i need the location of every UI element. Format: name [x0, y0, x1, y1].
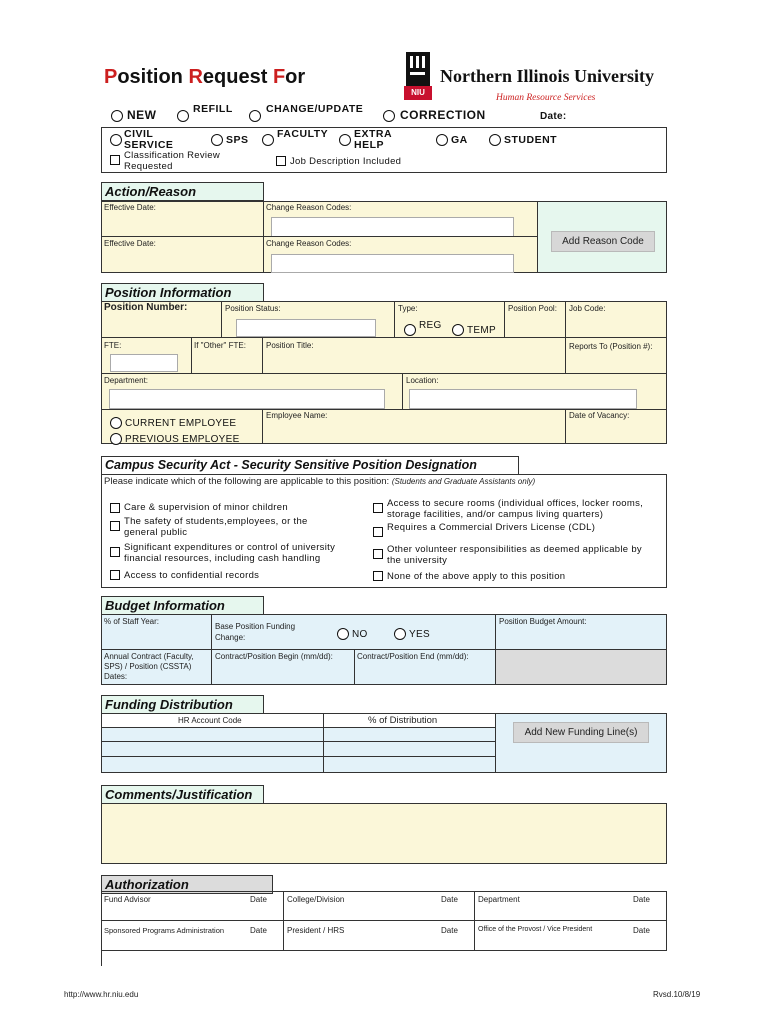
- provost-label: Office of the Provost / Vice President: [478, 926, 593, 933]
- president-date-label: Date: [441, 926, 458, 935]
- yes-radio[interactable]: [394, 628, 406, 640]
- volunteer-checkbox[interactable]: [373, 549, 383, 559]
- budget-header: Budget Information: [101, 596, 264, 615]
- seal-text: NIU: [411, 88, 425, 97]
- contract-end-label: Contract/Position End (mm/dd):: [357, 652, 469, 661]
- authorization-header: Authorization: [101, 875, 273, 894]
- location-input[interactable]: [409, 389, 637, 409]
- comments-header: Comments/Justification: [101, 785, 264, 804]
- cdl-label: Requires a Commercial Drivers License (CDL): [387, 522, 596, 533]
- footer-url[interactable]: http://www.hr.niu.edu: [64, 990, 139, 999]
- fte-input[interactable]: [110, 354, 178, 372]
- previous-employee-label: PREVIOUS EMPLOYEE: [125, 434, 240, 445]
- refill-label: REFILL: [193, 103, 233, 115]
- change-update-label: CHANGE/UPDATE: [266, 103, 364, 115]
- add-reason-code-button[interactable]: Add Reason Code: [551, 231, 655, 252]
- secure-rooms-checkbox[interactable]: [373, 503, 383, 513]
- student-radio[interactable]: [489, 134, 501, 146]
- niu-logo: [404, 52, 432, 102]
- fund-advisor-date-label: Date: [250, 895, 267, 904]
- change-reason-input-1[interactable]: [271, 217, 514, 237]
- ga-radio[interactable]: [436, 134, 448, 146]
- spa-date-label: Date: [250, 926, 267, 935]
- security-header: Campus Security Act - Security Sensitive Position Designation: [101, 456, 519, 475]
- classification-checkbox[interactable]: [110, 155, 120, 165]
- expenditures-checkbox[interactable]: [110, 547, 120, 557]
- position-status-label: Position Status:: [225, 304, 281, 313]
- base-funding-label: Base Position Funding Change:: [215, 622, 296, 642]
- reports-to-label: Reports To (Position #):: [569, 342, 653, 351]
- change-update-radio[interactable]: [249, 110, 261, 122]
- current-employee-radio[interactable]: [110, 417, 122, 429]
- faculty-radio[interactable]: [262, 134, 274, 146]
- funding-row-1[interactable]: [102, 728, 495, 742]
- position-info-header: Position Information: [101, 283, 264, 302]
- volunteer-label: Other volunteer responsibilities as deemed applicable by the university: [387, 544, 642, 566]
- auth-col-divider-1: [283, 891, 284, 951]
- footer-revision: Rvsd.10/8/19: [653, 990, 701, 999]
- job-description-checkbox[interactable]: [276, 156, 286, 166]
- department-label: Department:: [104, 376, 149, 385]
- date-of-vacancy-label: Date of Vacancy:: [569, 411, 630, 420]
- confidential-records-checkbox[interactable]: [110, 570, 120, 580]
- safety-checkbox[interactable]: [110, 521, 120, 531]
- contract-begin-label: Contract/Position Begin (mm/dd):: [215, 652, 333, 661]
- sps-label: SPS: [226, 134, 249, 146]
- cdl-checkbox[interactable]: [373, 527, 383, 537]
- provost-date-label: Date: [633, 926, 650, 935]
- reg-radio[interactable]: [404, 324, 416, 336]
- title-initial-f: F: [272, 66, 286, 88]
- pct-distribution-header: % of Distribution: [368, 715, 438, 726]
- position-status-input[interactable]: [236, 319, 376, 337]
- secure-rooms-label: Access to secure rooms (individual offices, locker rooms, storage facilities, and/or campus living quarters): [387, 498, 644, 520]
- job-description-label: Job Description Included: [290, 156, 402, 167]
- job-code-label: Job Code:: [569, 304, 606, 313]
- expenditures-label: Significant expenditures or control of university financial resources, including cash handling: [124, 542, 336, 564]
- auth-col-divider-2: [474, 891, 475, 951]
- correction-label: CORRECTION: [400, 108, 486, 122]
- fund-advisor-label: Fund Advisor: [104, 895, 151, 904]
- previous-employee-radio[interactable]: [110, 433, 122, 445]
- auth-row-divider: [101, 920, 667, 921]
- change-reason-label-1: Change Reason Codes:: [266, 203, 352, 212]
- extra-help-radio[interactable]: [339, 134, 351, 146]
- employee-name-label: Employee Name:: [266, 411, 328, 420]
- position-title-label: Position Title:: [266, 341, 314, 350]
- extra-help-label: EXTRA HELP: [354, 128, 392, 151]
- none-apply-checkbox[interactable]: [373, 571, 383, 581]
- student-label: STUDENT: [504, 134, 558, 146]
- auth-left-rule: [101, 951, 102, 966]
- effective-date-label-1: Effective Date:: [104, 203, 156, 212]
- annual-contract-label: Annual Contract (Faculty, SPS) / Position (CSSTA) Dates:: [104, 652, 194, 681]
- position-number-label: Position Number:: [104, 302, 188, 313]
- reg-label: REG: [419, 320, 442, 331]
- add-funding-line-button[interactable]: Add New Funding Line(s): [513, 722, 649, 743]
- budget-amount-label: Position Budget Amount:: [499, 617, 587, 626]
- form-title: [104, 66, 305, 89]
- safety-label: The safety of students,employees, or the general public: [124, 516, 308, 538]
- temp-label: TEMP: [467, 325, 496, 336]
- position-pool-label: Position Pool:: [508, 304, 557, 313]
- ga-label: GA: [451, 134, 468, 146]
- civil-service-label: CIVIL SERVICE: [124, 128, 174, 151]
- hr-services: Human Resource Services: [496, 93, 596, 103]
- action-reason-header: Action/Reason: [101, 182, 264, 201]
- current-employee-label: CURRENT EMPLOYEE: [125, 418, 237, 429]
- department-input[interactable]: [109, 389, 385, 409]
- title-part-3: or: [285, 66, 306, 88]
- civil-service-radio[interactable]: [110, 134, 122, 146]
- faculty-label: FACULTY: [277, 128, 329, 140]
- staff-year-label: % of Staff Year:: [104, 617, 160, 626]
- location-label: Location:: [406, 376, 439, 385]
- security-intro-note: (Students and Graduate Assistants only): [391, 477, 536, 486]
- title-initial-p: P: [104, 66, 118, 88]
- college-date-label: Date: [441, 895, 458, 904]
- comments-textarea[interactable]: [101, 803, 667, 864]
- minor-children-label: Care & supervision of minor children: [124, 502, 288, 513]
- classification-label: Classification Review Requested: [124, 150, 221, 172]
- college-division-label: College/Division: [287, 895, 345, 904]
- effective-date-label-2: Effective Date:: [104, 239, 156, 248]
- change-reason-label-2: Change Reason Codes:: [266, 239, 352, 248]
- refill-radio[interactable]: [177, 110, 189, 122]
- security-intro: [104, 476, 535, 487]
- president-hrs-label: President / HRS: [287, 926, 345, 935]
- minor-children-checkbox[interactable]: [110, 503, 120, 513]
- title-part-1: osition: [117, 66, 189, 88]
- none-apply-label: None of the above apply to this position: [387, 571, 566, 582]
- title-part-2: equest: [202, 66, 273, 88]
- confidential-records-label: Access to confidential records: [124, 570, 260, 581]
- budget-shaded-cell: [495, 649, 667, 685]
- temp-radio[interactable]: [452, 324, 464, 336]
- type-label: Type:: [398, 304, 418, 313]
- department-date-label: Date: [633, 895, 650, 904]
- spa-label: Sponsored Programs Administration: [104, 926, 225, 935]
- hr-account-code-header: HR Account Code: [178, 716, 242, 725]
- correction-radio[interactable]: [383, 110, 395, 122]
- new-label: NEW: [127, 108, 157, 122]
- department-auth-label: Department: [478, 895, 520, 904]
- security-intro-text: Please indicate which of the following are applicable to this position:: [104, 476, 390, 487]
- funding-header: Funding Distribution: [101, 695, 264, 714]
- authorization-table: [101, 891, 667, 951]
- change-reason-input-2[interactable]: [271, 254, 514, 273]
- new-radio[interactable]: [111, 110, 123, 122]
- funding-col-divider-rows: [323, 713, 324, 773]
- no-label: NO: [352, 629, 368, 640]
- no-radio[interactable]: [337, 628, 349, 640]
- funding-row-divider-top: [101, 727, 496, 728]
- sps-radio[interactable]: [211, 134, 223, 146]
- funding-row-3[interactable]: [102, 757, 495, 772]
- funding-row-2[interactable]: [102, 742, 495, 757]
- date-label: Date:: [540, 111, 567, 122]
- fte-label: FTE:: [104, 341, 122, 350]
- university-name: Northern Illinois University: [440, 66, 654, 86]
- title-initial-r: R: [188, 66, 203, 88]
- yes-label: YES: [409, 629, 430, 640]
- other-fte-label: If "Other" FTE:: [194, 341, 246, 350]
